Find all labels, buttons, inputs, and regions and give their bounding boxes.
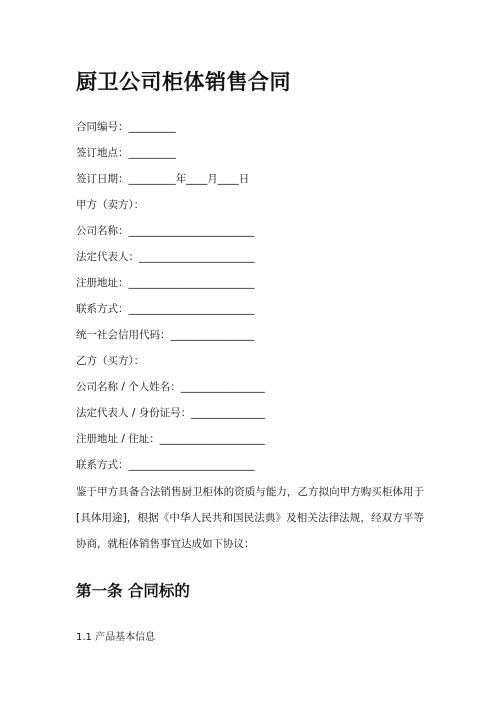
party-b-name-field: 公司名称 / 个人姓名：________________ — [76, 381, 265, 393]
party-a-contact-field: 联系方式：________________________ — [76, 303, 255, 315]
party-a-legal-representative-field: 法定代表人：______________________ — [76, 251, 255, 263]
party-a-company-name-field: 公司名称：________________________ — [76, 225, 255, 237]
party-b-contact-field: 联系方式：________________________ — [76, 459, 255, 471]
party-a-credit-code-field: 统一社会信用代码：________________ — [76, 329, 255, 341]
contract-number-field: 合同编号：_________ — [76, 121, 176, 133]
party-b-heading: 乙方（买方）： — [76, 355, 145, 367]
party-b-address-field: 注册地址 / 住址：____________________ — [76, 433, 265, 445]
document-title: 厨卫公司柜体销售合同 — [76, 70, 291, 94]
signing-place-field: 签订地点：_________ — [76, 147, 176, 159]
party-a-heading: 甲方（卖方）： — [76, 199, 145, 211]
section-heading: 第一条 合同标的 — [76, 582, 190, 600]
party-a-registered-address-field: 注册地址：________________________ — [76, 277, 255, 289]
party-b-representative-id-field: 法定代表人 / 身份证号：______________ — [76, 407, 265, 419]
subsection-heading: 1.1 产品基本信息 — [76, 632, 156, 643]
signing-date-field: 签订日期：_________年____月____日 — [76, 173, 250, 185]
intro-paragraph: 鉴于甲方具备合法销售厨卫柜体的资质与能力，乙方拟向甲方购买柜体用于[具体用途]，根据《中华人民共和国民法典》及相关法律法规，经双方平等协商，就柜体销售事宜达成如下协议： — [76, 486, 424, 550]
